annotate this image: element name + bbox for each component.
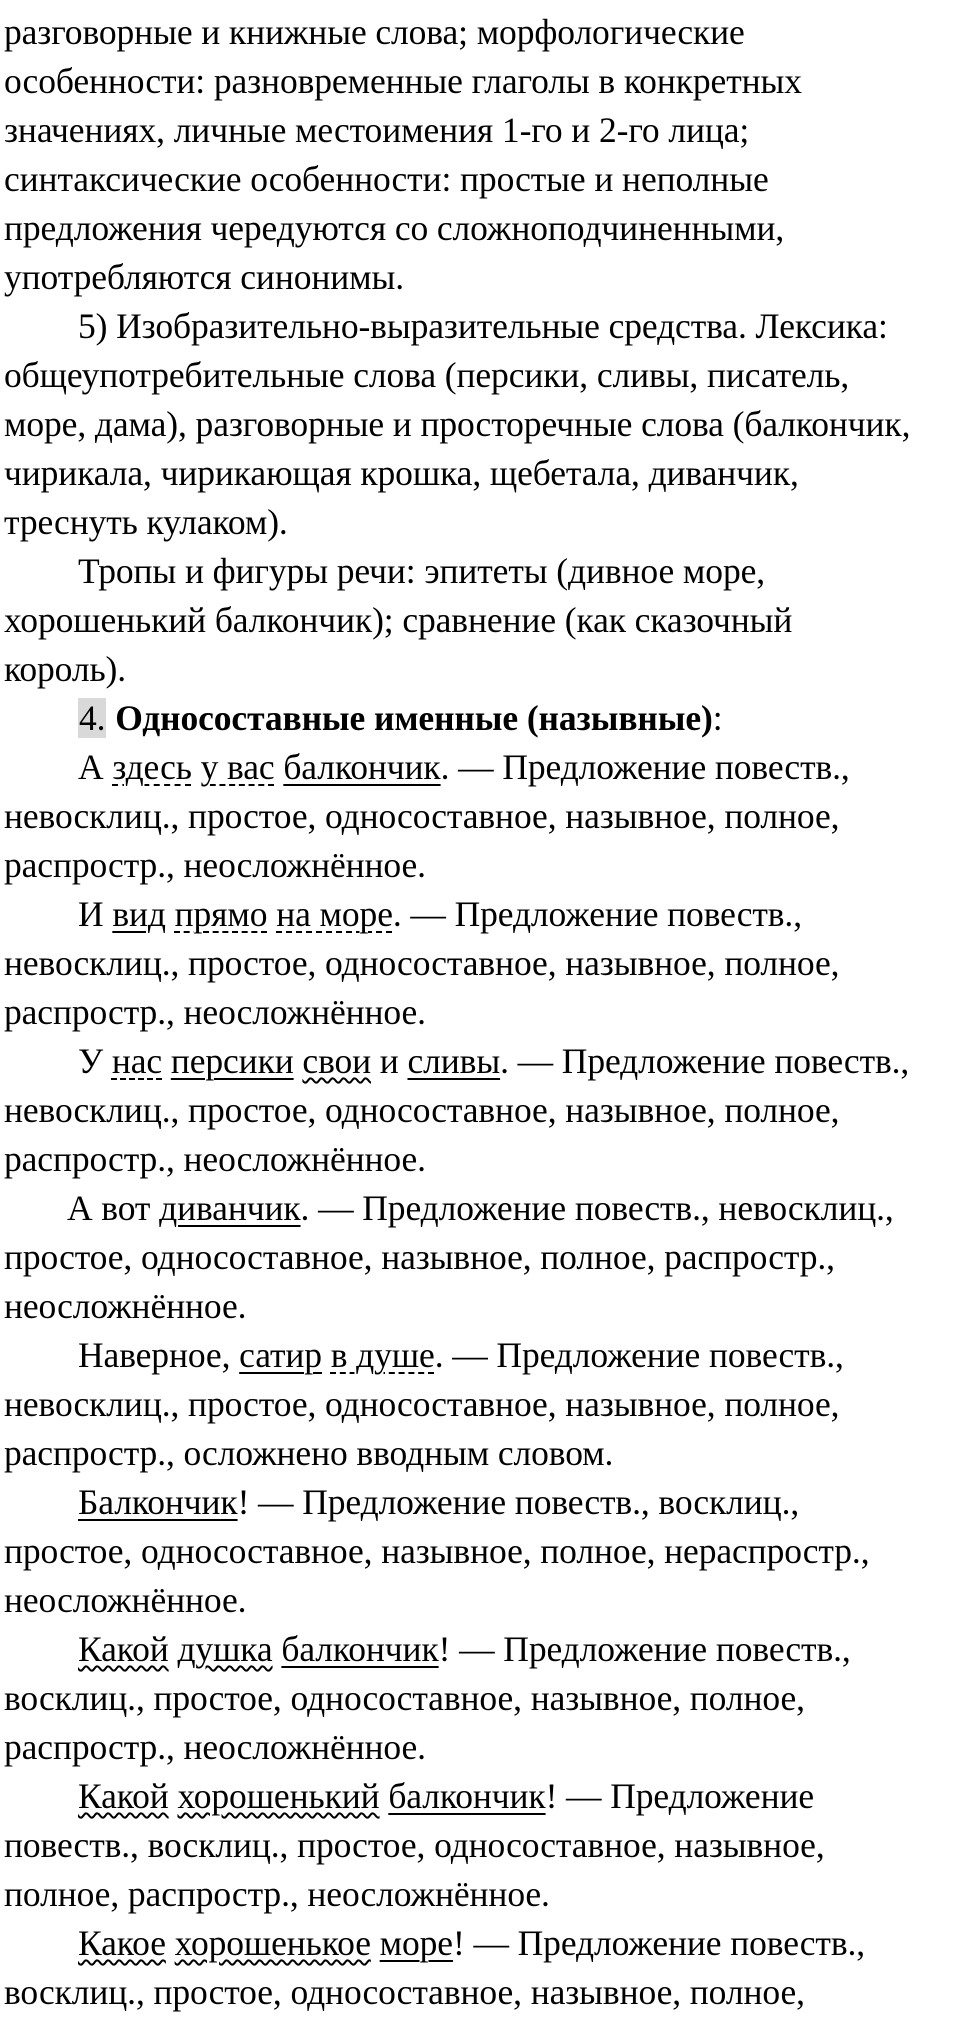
text-line: неосложнённое. (4, 1580, 247, 1620)
subject-word: сатир (239, 1335, 322, 1375)
text-line: простое, односоставное, назывное, полное, распростр., (4, 1237, 835, 1277)
text-line: невосклиц., простое, односоставное, назывное, полное, (4, 943, 840, 983)
text-line: хорошенький балкончик); сравнение (как сказочный (4, 600, 793, 640)
underlined-word: у вас (200, 747, 275, 787)
text-line: общеупотребительные слова (персики, сливы, писатель, (4, 355, 850, 395)
wavy-underlined-word: свои (302, 1041, 372, 1081)
text-line: разговорные и книжные слова; морфологические (4, 12, 745, 52)
wavy-underlined-word: Какое (78, 1923, 166, 1963)
section-title: Односоставные именные (назывные) (115, 698, 713, 738)
text-line: восклиц., простое, односоставное, назывное, полное, (4, 1678, 805, 1718)
section-heading: 4. Односоставные именные (назывные): (79, 698, 723, 738)
sentence-line: Какое хорошенькое море! — Предложение повеств., (78, 1923, 866, 1963)
subject-word: персики (170, 1041, 294, 1081)
text-line: предложения чередуются со сложноподчиненными, (4, 208, 785, 248)
text-line: полное, распростр., неосложнённое. (4, 1874, 550, 1914)
subject-word: сливы (407, 1041, 501, 1081)
text-line: синтаксические особенности: простые и неполные (4, 159, 769, 199)
section-number: 4. (79, 698, 106, 738)
text-line: распростр., неосложнённое. (4, 992, 426, 1032)
sentence-line: Какой хорошенький балкончик! — Предложение (78, 1776, 815, 1816)
underlined-word: прямо (174, 894, 268, 934)
text-line: распростр., неосложнённое. (4, 1727, 426, 1767)
subject-word: вид (112, 894, 166, 934)
text-line: море, дама), разговорные и просторечные слова (балкончик, (4, 404, 911, 444)
text-line: употребляются синонимы. (4, 257, 405, 297)
text-line: король). (4, 649, 127, 689)
subject-word: Балкончик (78, 1482, 238, 1522)
underlined-word: на море (276, 894, 393, 934)
sentence-line: А вот диванчик. — Предложение повеств., невосклиц., (67, 1188, 894, 1228)
subject-word: балкончик (283, 747, 441, 787)
wavy-underlined-word: Какой (78, 1629, 169, 1669)
text-line: невосклиц., простое, односоставное, назывное, полное, (4, 1090, 840, 1130)
text-line: чирикала, чирикающая крошка, щебетала, диванчик, (4, 453, 799, 493)
text-line: треснуть кулаком). (4, 502, 288, 542)
subject-word: море (379, 1923, 453, 1963)
subject-word: диванчик (159, 1188, 301, 1228)
text-line: восклиц., простое, односоставное, назывное, полное, (4, 1972, 805, 2012)
underlined-word: в душе (330, 1335, 435, 1375)
text-line: Тропы и фигуры речи: эпитеты (дивное море, (78, 551, 766, 591)
sentence-line: У нас персики свои и сливы. — Предложение повеств., (78, 1041, 910, 1081)
text-line: значениях, личные местоимения 1-го и 2-го лица; (4, 110, 750, 150)
wavy-underlined-word: Какой (78, 1776, 169, 1816)
wavy-underlined-word: хорошенькое (174, 1923, 371, 1963)
subject-word: балкончик (281, 1629, 439, 1669)
sentence-line: А здесь у вас балкончик. — Предложение повеств., (78, 747, 850, 787)
underlined-word: здесь (112, 747, 192, 787)
text-line: невосклиц., простое, односоставное, назывное, полное, (4, 1384, 840, 1424)
wavy-underlined-word: хорошенький (177, 1776, 380, 1816)
text-line: распростр., неосложнённое. (4, 1139, 426, 1179)
sentence-line: Какой душка балкончик! — Предложение повеств., (78, 1629, 851, 1669)
text-line: неосложнённое. (4, 1286, 247, 1326)
subject-word: балкончик (388, 1776, 546, 1816)
text-line: простое, односоставное, назывное, полное, нераспростр., (4, 1531, 870, 1571)
text-line: невосклиц., простое, односоставное, назывное, полное, (4, 796, 840, 836)
text-line: 5) Изобразительно-выразительные средства. Лексика: (78, 306, 888, 346)
text-line: повеств., восклиц., простое, односоставное, назывное, (4, 1825, 825, 1865)
sentence-line: И вид прямо на море. — Предложение повеств., (78, 894, 802, 934)
text-line: особенности: разновременные глаголы в конкретных (4, 61, 802, 101)
sentence-line: Балкончик! — Предложение повеств., восклиц., (78, 1482, 800, 1522)
text-line: распростр., неосложнённое. (4, 845, 426, 885)
text-line: распростр., осложнено вводным словом. (4, 1433, 614, 1473)
underlined-word: нас (111, 1041, 163, 1081)
wavy-underlined-word: душка (177, 1629, 273, 1669)
sentence-line: Наверное, сатир в душе. — Предложение повеств., (78, 1335, 844, 1375)
